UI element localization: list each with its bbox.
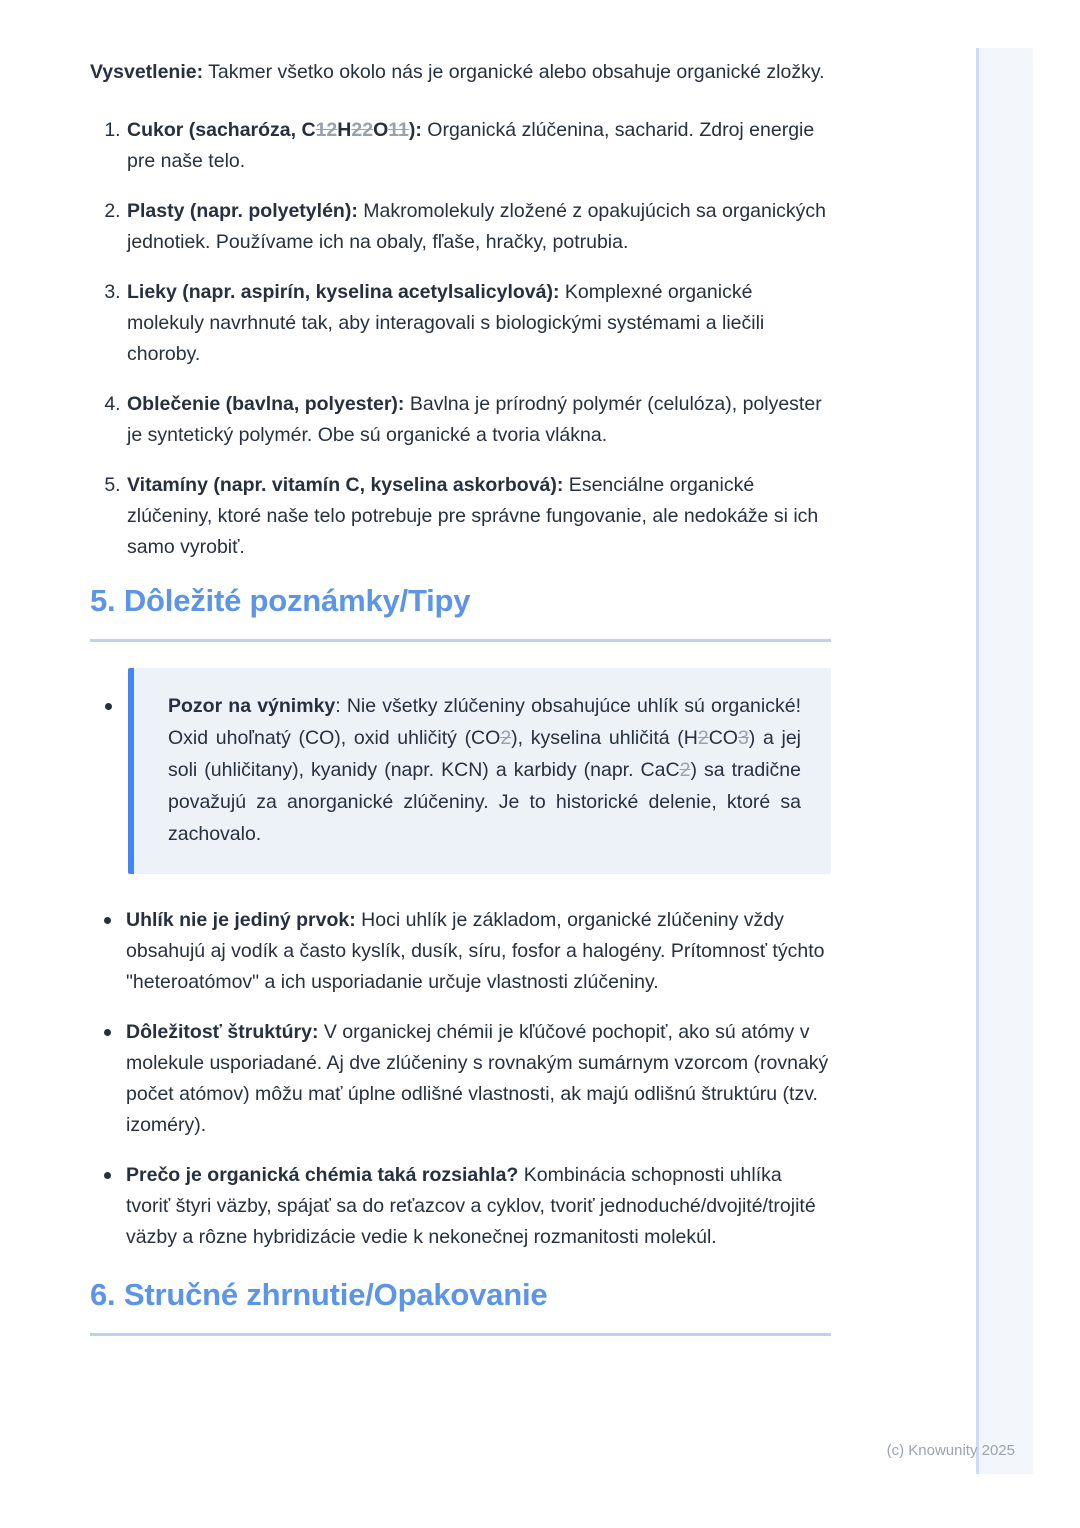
section-5-divider [90, 639, 831, 642]
bold-lead: Lieky (napr. aspirín, kyselina acetylsalicylová): [127, 281, 560, 303]
bold-lead: O [373, 119, 389, 141]
bold-lead: Prečo je organická chémia taká rozsiahla? [126, 1164, 519, 1186]
text-run: CO [708, 727, 738, 749]
text-run: Komplexné organické molekuly navrhnuté tak, aby interagovali s biologickými systémami a liečili choroby. [127, 281, 765, 365]
bold-lead: Cukor (sacharóza, C [127, 119, 316, 141]
text-run: V organickej chémii je kľúčové pochopiť, ako sú atómy v molekule usporiadané. Aj dve zlúčeniny s rovnakým sumárnym vzorcom (rovnaký počet atómov) môžu mať úplne odlišné vlastnosti, ak majú odlišnú štruktúru (tzv. izoméry). [126, 1021, 829, 1136]
text-run: Esenciálne organické zlúčeniny, ktoré naše telo potrebuje pre správne fungovanie, ale nedokáže si ich samo vyrobiť. [127, 474, 819, 558]
bold-lead: Dôležitosť štruktúry: [126, 1021, 319, 1043]
bold-lead: Uhlík nie je jediný prvok: [126, 909, 356, 931]
text-run: Kombinácia schopnosti uhlíka tvoriť štyri väzby, spájať sa do reťazcov a cyklov, tvoriť jednoduché/dvojité/trojité väzby a rôzne hybridizácie vedie k nekonečnej rozmanitosti molekúl. [126, 1164, 816, 1248]
bold-lead: ): [408, 119, 422, 141]
section-5-heading: 5. Dôležité poznámky/Tipy [90, 583, 471, 618]
text-run: Bavlna je prírodný polymér (celulóza), polyester je syntetický polymér. Obe sú organické a tvoria vlákna. [127, 393, 822, 446]
tips-list [90, 905, 831, 1253]
examples-list-item [126, 389, 831, 451]
page-edge-stripe [976, 48, 1033, 1474]
text-run: ), kyselina uhličitá (H [511, 727, 698, 749]
notes-document [90, 0, 831, 1336]
struck-subscript: 12 [315, 119, 338, 141]
examples-list-item [126, 470, 831, 563]
examples-list-item [126, 196, 831, 258]
struck-subscript: 11 [388, 119, 409, 141]
text-run: : Nie všetky zlúčeniny obsahujúce uhlík sú organické! Oxid uhoľnatý (CO), oxid uhličitý (CO [168, 695, 801, 749]
text-run: Organická zlúčenina, sacharid. Zdroj energie pre naše telo. [127, 119, 815, 172]
struck-subscript: 22 [351, 119, 374, 141]
bold-lead: Oblečenie (bavlna, polyester): [127, 393, 405, 415]
tips-list-item [126, 905, 831, 998]
bold-lead: Pozor na výnimky [168, 695, 336, 717]
text-run: Makromolekuly zložené z opakujúcich sa organických jednotiek. Používame ich na obaly, fľaše, hračky, potrubia. [127, 200, 827, 253]
text-run: Hoci uhlík je základom, organické zlúčeniny vždy obsahujú aj vodík a často kyslík, dusík, síru, fosfor a halogény. Prítomnosť týchto "heteroatómov" a ich usporiadanie určuje vlastnosti zlúčeniny. [126, 909, 825, 993]
examples-list-item [126, 277, 831, 370]
text-run: ) a jej soli (uhličitany), kyanidy (napr. KCN) a karbidy (napr. CaC [168, 727, 801, 781]
bold-lead: Vitamíny (napr. vitamín C, kyselina askorbová): [127, 474, 564, 496]
copyright-footer: (c) Knowunity 2025 [886, 1442, 1015, 1459]
intro-paragraph [90, 57, 831, 88]
tips-list-item [126, 1160, 831, 1253]
bold-lead: Vysvetlenie: [90, 61, 204, 83]
callout-bullet-row [90, 668, 831, 874]
examples-list-item [126, 115, 831, 177]
section-6-heading: 6. Stručné zhrnutie/Opakovanie [90, 1277, 548, 1312]
text-run: Takmer všetko okolo nás je organické alebo obsahuje organické zložky. [203, 61, 825, 83]
bold-lead: Plasty (napr. polyetylén): [127, 200, 358, 222]
callout-note [128, 668, 831, 874]
bullet-marker [90, 668, 128, 874]
examples-list [90, 115, 831, 563]
struck-subscript: 2 [697, 727, 709, 749]
bullet-dot-icon [105, 703, 112, 710]
section-6-divider [90, 1333, 831, 1336]
tips-list-item [126, 1017, 831, 1141]
bold-lead: H [337, 119, 352, 141]
struck-subscript: 2 [679, 759, 691, 781]
text-run: ) sa tradične považujú za anorganické zlúčeniny. Je to historické delenie, ktoré sa zachovalo. [168, 759, 801, 845]
struck-subscript: 2 [500, 727, 512, 749]
struck-subscript: 3 [737, 727, 749, 749]
